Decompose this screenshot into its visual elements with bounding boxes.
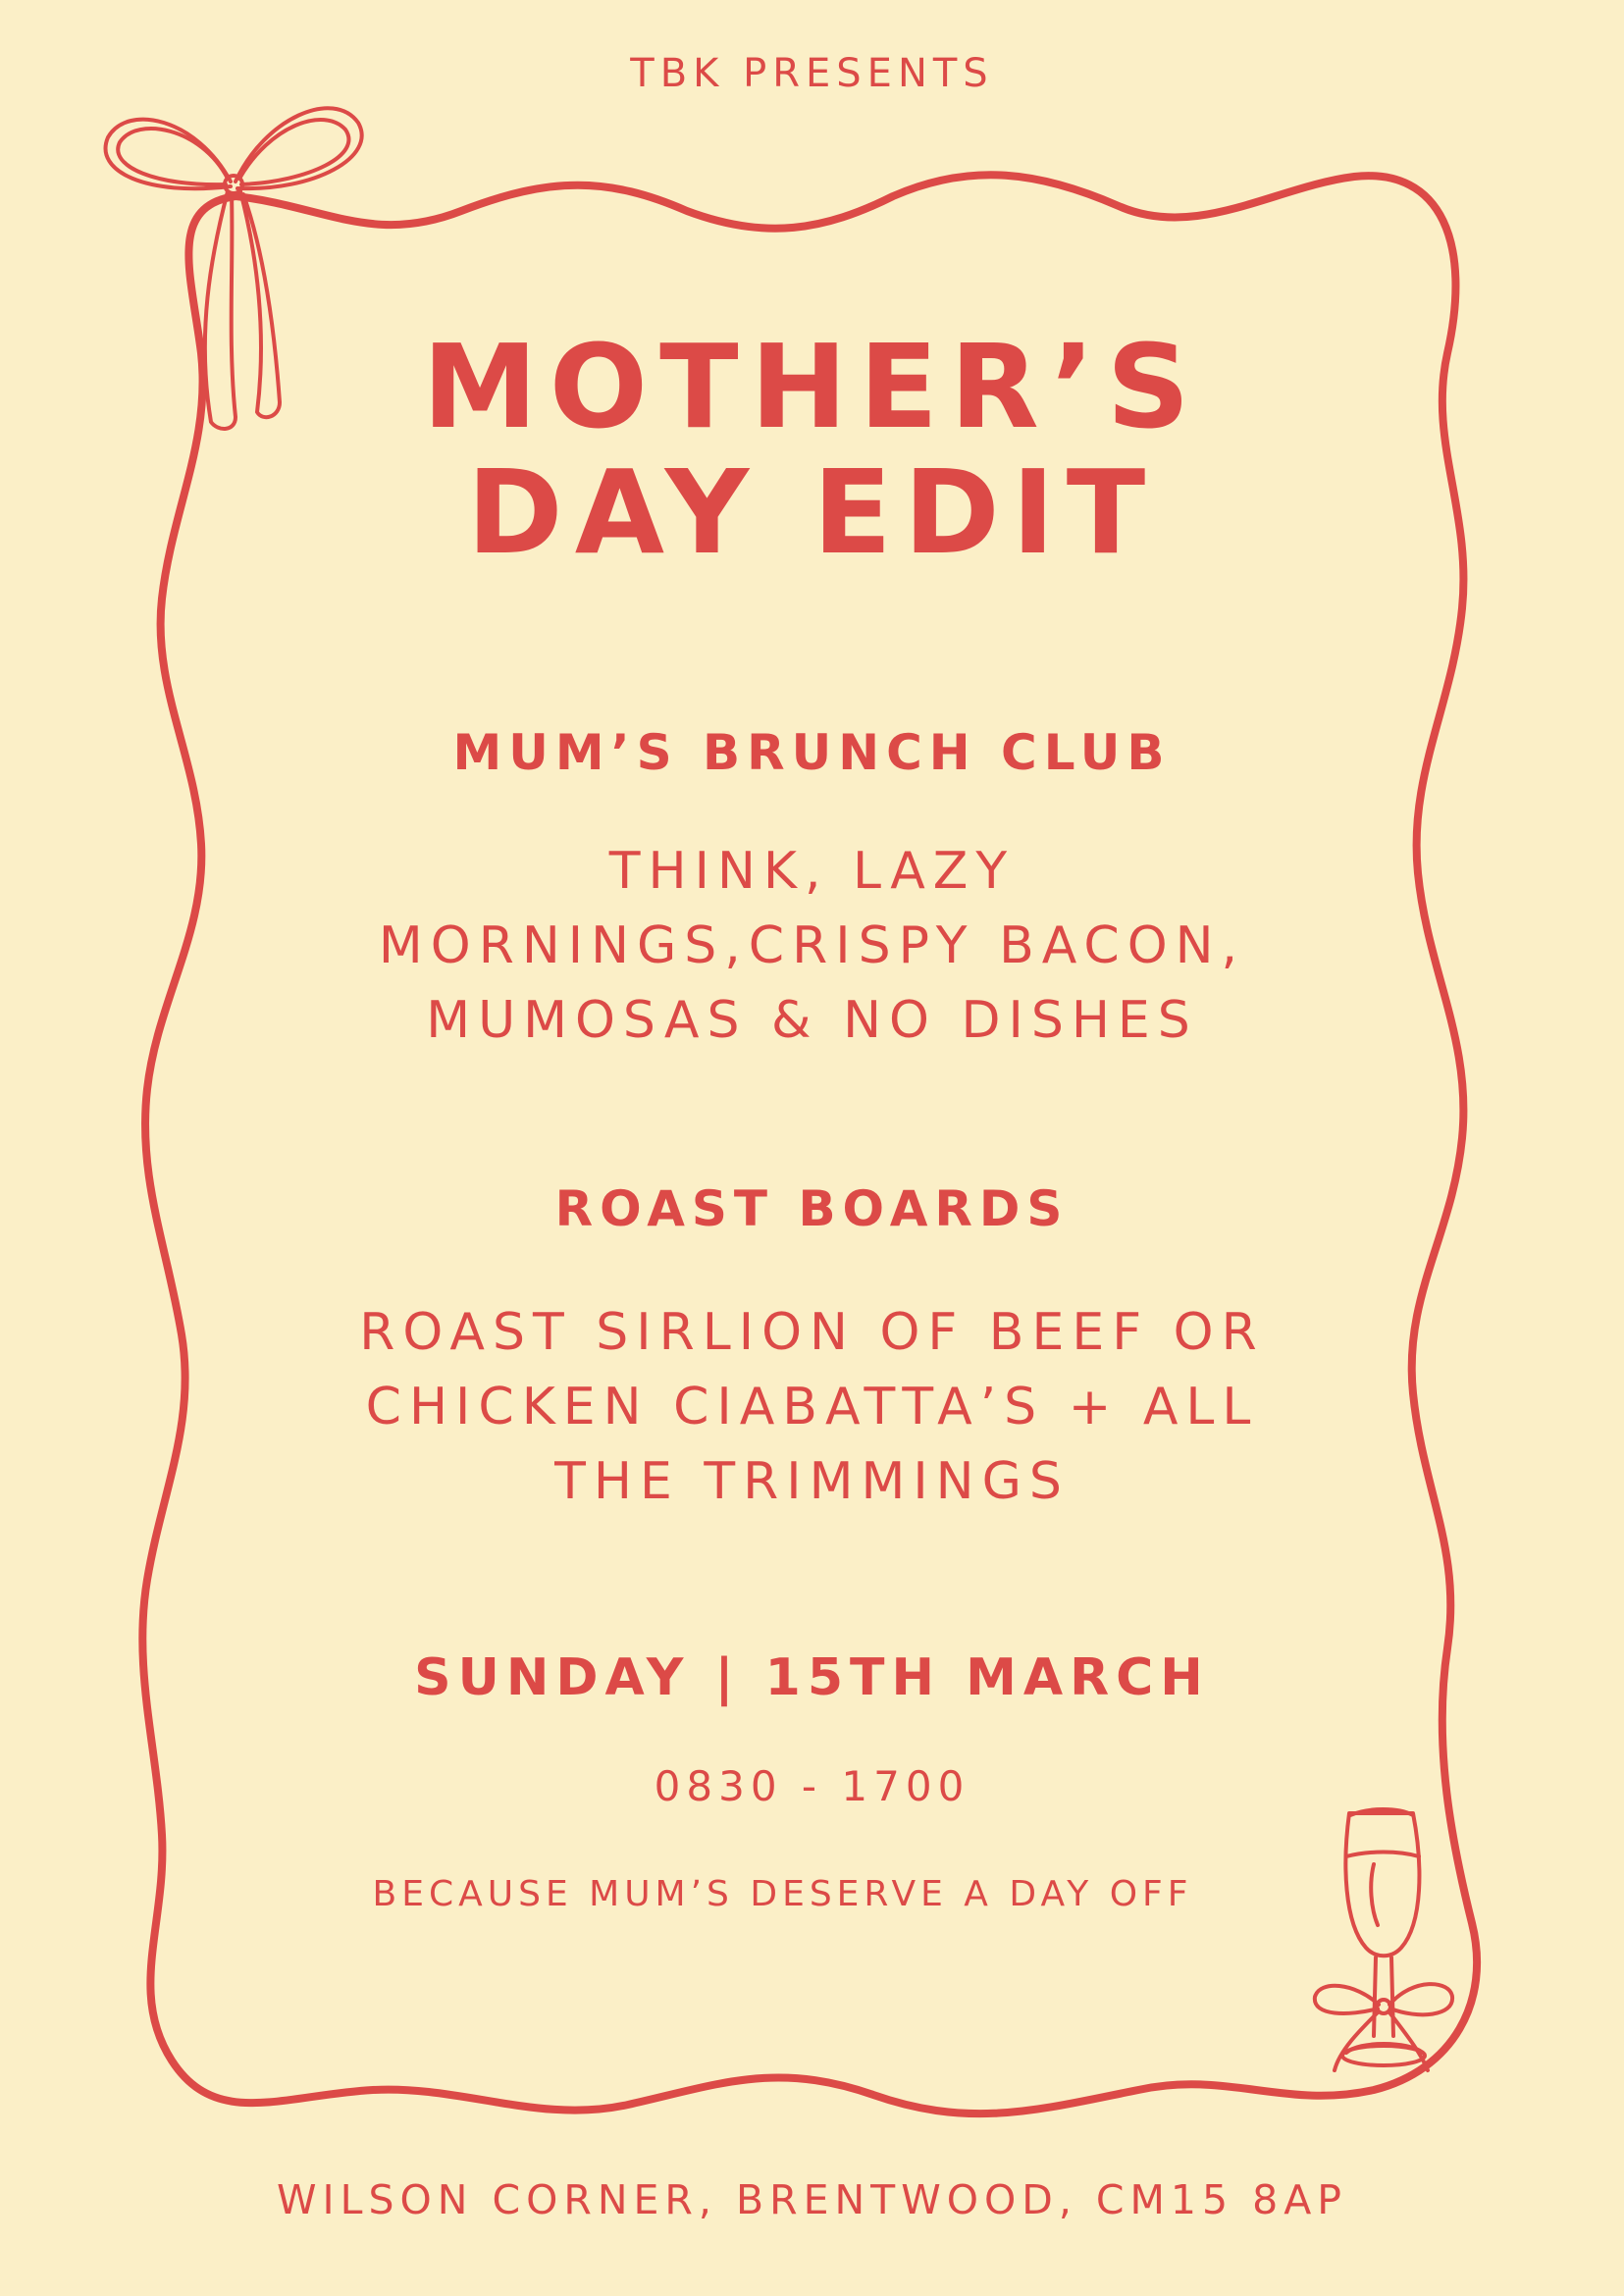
section-body-brunch	[0, 834, 1624, 1058]
event-tagline: BECAUSE MUM’S DESERVE A DAY OFF	[372, 1874, 1193, 1914]
title-line-2: DAY EDIT	[466, 444, 1158, 580]
section-heading-roast: ROAST BOARDS	[554, 1180, 1070, 1237]
section-heading-brunch: MUM’S BRUNCH CLUB	[452, 724, 1172, 781]
champagne-glass-with-bow-icon	[1315, 1809, 1452, 2070]
roast-line-1: ROAST SIRLION OF BEEF OR	[359, 1303, 1265, 1362]
title-line-1: MOTHER’S	[422, 319, 1202, 454]
venue-address: WILSON CORNER, BRENTWOOD, CM15 8AP	[276, 2176, 1347, 2223]
event-date: SUNDAY | 15TH MARCH	[414, 1648, 1210, 1707]
section-body-roast	[0, 1295, 1624, 1519]
roast-line-2: CHICKEN CIABATTA’S + ALL	[365, 1378, 1259, 1436]
brunch-line-1: THINK, LAZY	[608, 842, 1016, 901]
page-title	[0, 319, 1624, 580]
roast-line-3: THE TRIMMINGS	[554, 1452, 1070, 1511]
presenter-label: TBK PRESENTS	[630, 51, 994, 96]
brunch-line-2: MORNINGS,CRISPY BACON,	[378, 916, 1246, 975]
brunch-line-3: MUMOSAS & NO DISHES	[426, 991, 1198, 1050]
event-time: 0830 - 1700	[654, 1762, 970, 1810]
